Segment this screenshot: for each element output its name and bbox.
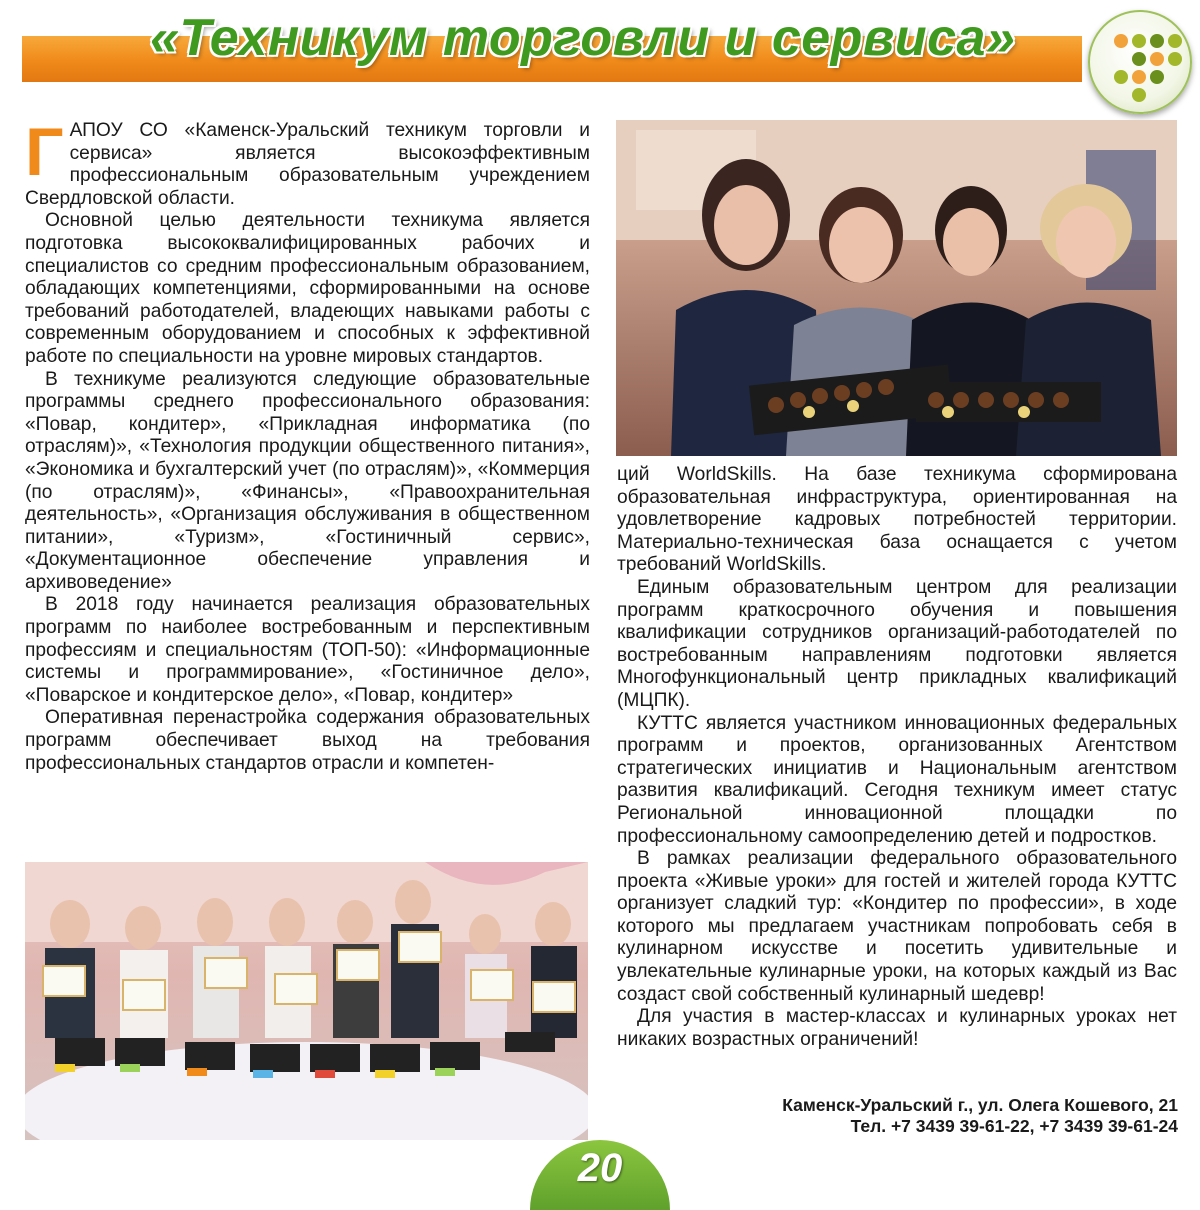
page-number-badge [530, 1140, 670, 1210]
drop-cap: Г [25, 114, 64, 190]
article-right-column [617, 464, 1177, 1051]
page-number: 20 [577, 1146, 623, 1190]
article-paragraph: ций WorldSkills. На базе техникума сформирована образовательная инфраструктура, ориентированная на удовлетворение кадровых потребностей территории. Материально-техническая база оснащается с учетом требований WorldSkills. [617, 464, 1177, 576]
photo-children-with-certificates [25, 862, 588, 1140]
address-line: Каменск-Уральский г., ул. Олега Кошевого, 21 [782, 1095, 1178, 1115]
article-paragraph: Основной целью деятельности техникума является подготовка высококвалифицированных рабочих и специалистов со средним профессиональным образованием, обладающих компетенциями, сформированными на основе требований работодателей, владеющих навыками работы с современным оборудованием и способных к эффективной работе по специальности на уровне мировых стандартов. [25, 210, 590, 367]
phone-line: Тел. +7 3439 39-61-22, +7 3439 39-61-24 [850, 1116, 1178, 1136]
article-paragraph: ГАПОУ СО «Каменск-Уральский техникум торговли и сервиса» является высокоэффективным профессиональным образовательным учреждением Свердловской области. [25, 114, 590, 209]
dots-logo-icon [1088, 10, 1192, 114]
article-paragraph: В рамках реализации федерального образовательного проекта «Живые уроки» для гостей и жителей города КУТТС организует сладкий тур: «Кондитер по профессии», в ходе которого мы предлагаем участникам попробовать себя в кулинарном искусстве и посетить удивительные и увлекательные кулинарные уроки, на которых каждый из Вас создаст свой собственный кулинарный шедевр! [617, 848, 1177, 1005]
article-left-column [25, 114, 590, 775]
article-paragraph: Единым образовательным центром для реализации программ краткосрочного обучения и повышения квалификации сотрудников организаций-работодателей по востребованным направлениям подготовки является Многофункциональный центр прикладных квалификаций (МЦПК). [617, 576, 1177, 711]
article-paragraph: Оперативная перенастройка содержания образовательных программ обеспечивает выход на требования профессиональных стандартов отрасли и компетен- [25, 707, 590, 774]
photo-women-with-sweets [616, 120, 1177, 456]
contact-info [620, 1095, 1178, 1137]
article-paragraph: В 2018 году начинается реализация образовательных программ по наиболее востребованным и перспективным профессиям и специальностям (ТОП-50): «Информационные системы и программирование», «Гостиничное дело», «Поварское и кондитерское дело», «Повар, кондитер» [25, 594, 590, 706]
article-paragraph: В техникуме реализуются следующие образовательные программы среднего профессионального образования: «Повар, кондитер», «Прикладная информатика (по отраслям)», «Технология продукции общественного питания», «Экономика и бухгалтерский учет (по отраслям)», «Коммерция (по отраслям)», «Финансы», «Правоохранительная деятельность», «Организация обслуживания в общественном питании», «Туризм», «Гостиничный сервис», «Документационное обеспечение управления и архивоведение» [25, 368, 590, 593]
article-paragraph: Для участия в мастер-классах и кулинарных уроках нет никаких возрастных ограничений! [617, 1006, 1177, 1050]
article-paragraph: КУТТС является участником инновационных федеральных программ и проектов, организованных Агентством стратегических инициатив и Национальным агентством развития квалификаций. Сегодня техникум имеет статус Региональной инновационной площадки по профессиональному самоопределению детей и подростков. [617, 712, 1177, 847]
page-title: «Техникум торговли и сервиса» [150, 9, 1016, 67]
